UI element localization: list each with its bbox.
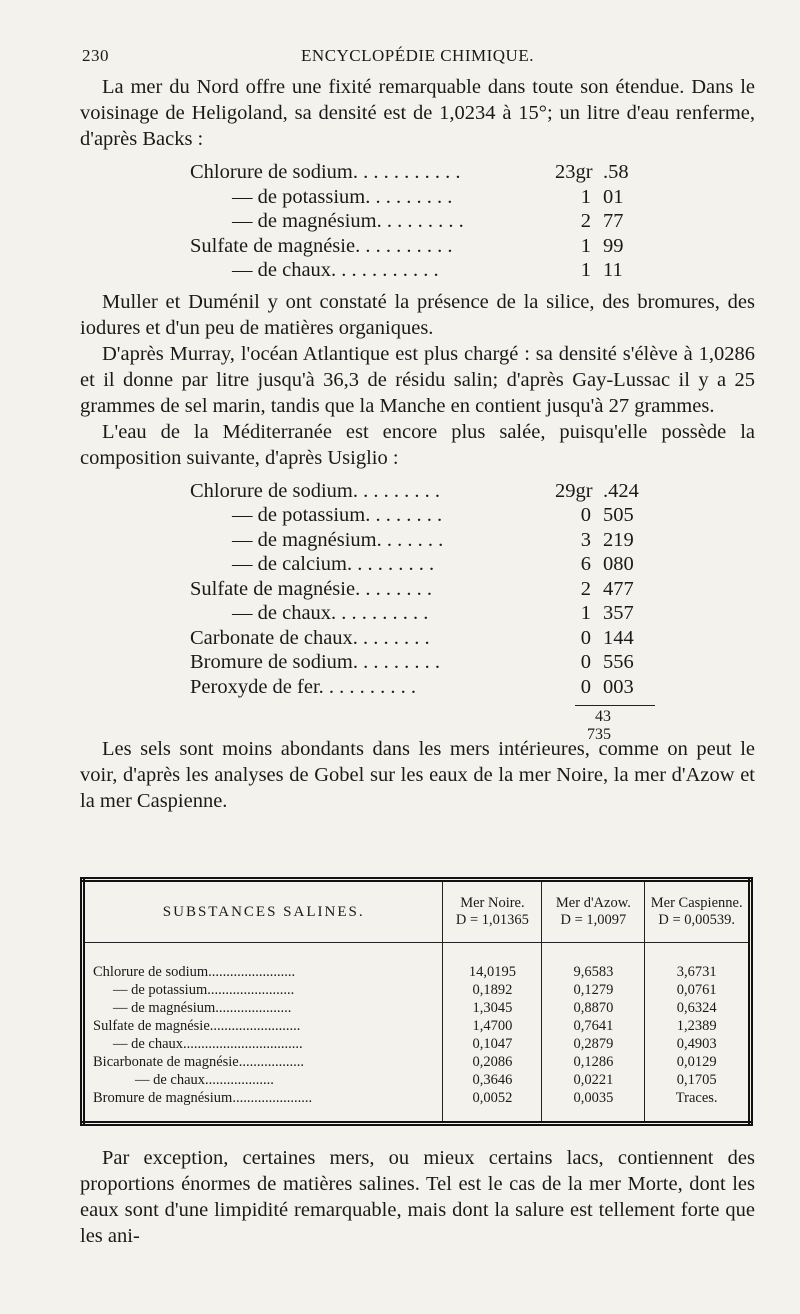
composition-value [555, 528, 655, 553]
table-cell-value: 0,1286 [542, 1053, 645, 1071]
composition-name: — de potassium. . . . . . . . [232, 504, 443, 526]
mer-azow-density: D = 1,0097 [560, 912, 627, 928]
table-cell-value: 0,0052 [443, 1089, 542, 1124]
composition-name: — de chaux. . . . . . . . . . . [232, 259, 439, 281]
composition-row [80, 601, 755, 626]
table-row [83, 999, 751, 1017]
table-cell-value: 1,4700 [443, 1017, 542, 1035]
page-number: 230 [82, 46, 109, 65]
value-dec: .58 [603, 161, 629, 183]
usiglio-composition-list [80, 479, 755, 700]
composition-row [80, 528, 755, 553]
composition-value [555, 626, 655, 651]
table-row [83, 1035, 751, 1053]
value-int: 0 [580, 675, 591, 698]
value-int: 1 [580, 234, 591, 257]
composition-row [80, 626, 755, 651]
col-header-mer-caspienne [645, 880, 751, 943]
composition-name: — de chaux. . . . . . . . . . [232, 602, 429, 624]
paragraph-muller: Muller et Duménil y ont constaté la présence de la silice, des bromures, des iodures et d'un peu de matières organiques. [80, 290, 755, 339]
composition-name: — de magnésium. . . . . . . . . [232, 210, 464, 232]
value-int: 2 [580, 577, 591, 600]
composition-value [555, 552, 655, 577]
value-dec: 11 [603, 259, 623, 281]
table-cell-value: 0,3646 [443, 1071, 542, 1089]
table-cell-value: 0,1279 [542, 981, 645, 999]
value-int: 1 [580, 185, 591, 208]
mer-noire-density: D = 1,01365 [455, 912, 529, 928]
paragraph-dead-sea: Par exception, certaines mers, ou mieux certains lacs, contiennent des proportions énormes de matières salines. Tel est le cas de la mer Morte, dont les eaux sont d'une limpidité remarquable, mais dont la salure est tellement forte que les ani- [80, 1147, 755, 1247]
table-cell-value: 0,2086 [443, 1053, 542, 1071]
composition-value [555, 650, 655, 675]
table-cell-value: 0,4903 [645, 1035, 751, 1053]
backs-composition-list [80, 160, 755, 283]
mer-caspienne-density: D = 0,00539. [658, 912, 735, 928]
table-cell-value: 0,7641 [542, 1017, 645, 1035]
col-header-substances: SUBSTANCES SALINES. [83, 880, 443, 943]
composition-row [80, 234, 755, 259]
table-cell-value: 0,0221 [542, 1071, 645, 1089]
mer-caspienne-label: Mer Caspienne. [650, 895, 743, 911]
value-dec: .424 [603, 479, 639, 502]
value-dec: 003 [603, 675, 634, 698]
mer-noire-label: Mer Noire. [460, 895, 525, 911]
table-cell-substance: — de potassium........................ [83, 981, 443, 999]
table-header-row [83, 880, 751, 943]
table-cell-value: 0,1705 [645, 1071, 751, 1089]
col-header-mer-noire [443, 880, 542, 943]
value-int: 3 [580, 528, 591, 551]
table-cell-value: 14,0195 [443, 943, 542, 982]
composition-row [80, 209, 755, 234]
composition-value [555, 675, 655, 700]
composition-row [80, 675, 755, 700]
composition-value [555, 160, 655, 185]
value-int: 23gr [555, 161, 593, 183]
table-cell-value: 3,6731 [645, 943, 751, 982]
composition-name: — de potassium. . . . . . . . . [232, 185, 453, 208]
composition-value [555, 479, 655, 504]
value-int: 6 [580, 553, 591, 575]
composition-name: — de magnésium. . . . . . . [232, 528, 444, 551]
composition-value [555, 503, 655, 528]
value-dec: 477 [603, 577, 634, 600]
value-int: 2 [580, 210, 591, 232]
composition-name: Bromure de sodium. . . . . . . . . [190, 651, 440, 673]
table-row [83, 981, 751, 999]
value-dec: 77 [603, 210, 624, 232]
value-dec: 144 [603, 626, 634, 649]
composition-name: Carbonate de chaux. . . . . . . . [190, 626, 430, 649]
usiglio-total-int: 43 [595, 708, 611, 725]
table-row [83, 943, 751, 982]
table-row [83, 1017, 751, 1035]
composition-value [555, 234, 655, 259]
running-header [80, 40, 755, 68]
table-cell-substance: — de magnésium..................... [83, 999, 443, 1017]
composition-name: Sulfate de magnésie. . . . . . . . [190, 577, 432, 600]
table-cell-value: 1,3045 [443, 999, 542, 1017]
composition-name: Chlorure de sodium. . . . . . . . . [190, 479, 440, 502]
paragraph-north-sea: La mer du Nord offre une fixité remarquable dans toute son étendue. Dans le voisinage de Heligoland, sa densité est de 1,0234 à 15°; un litre d'eau renferme, d'après Backs : [80, 76, 755, 150]
running-title: ENCYCLOPÉDIE CHIMIQUE. [301, 46, 534, 65]
col-header-mer-azow [542, 880, 645, 943]
value-dec: 219 [603, 528, 634, 551]
table-cell-substance: Bromure de magnésium...................... [83, 1089, 443, 1124]
composition-row [80, 185, 755, 210]
value-dec: 556 [603, 651, 634, 673]
usiglio-total [575, 705, 655, 743]
composition-name: Sulfate de magnésie. . . . . . . . . . [190, 234, 453, 257]
composition-value [555, 601, 655, 626]
composition-value [555, 577, 655, 602]
mer-azow-label: Mer d'Azow. [555, 895, 631, 911]
table-cell-substance: Bicarbonate de magnésie.................. [83, 1053, 443, 1071]
table-cell-substance: — de chaux................... [83, 1071, 443, 1089]
table-cell-substance: — de chaux................................. [83, 1035, 443, 1053]
composition-row [80, 503, 755, 528]
paragraph-interior-seas: Les sels sont moins abondants dans les mers intérieures, comme on peut le voir, d'après les analyses de Gobel sur les eaux de la mer Noire, la mer d'Azow et la mer Caspienne. [80, 738, 755, 812]
composition-value [555, 185, 655, 210]
usiglio-total-dec: 735 [587, 726, 611, 743]
saline-substances-table [80, 877, 753, 1126]
table-cell-value: 9,6583 [542, 943, 645, 982]
value-dec: 080 [603, 553, 634, 575]
value-int: 0 [580, 626, 591, 649]
composition-row [80, 577, 755, 602]
composition-value [555, 258, 655, 283]
value-dec: 505 [603, 504, 634, 526]
table-cell-value: 0,1047 [443, 1035, 542, 1053]
value-int: 0 [580, 504, 591, 526]
value-int: 29gr [555, 479, 593, 502]
composition-row [80, 258, 755, 283]
table-row [83, 1071, 751, 1089]
table-cell-value: 0,1892 [443, 981, 542, 999]
value-int: 1 [580, 259, 591, 281]
table-cell-substance: Chlorure de sodium........................ [83, 943, 443, 982]
table-cell-substance: Sulfate de magnésie......................... [83, 1017, 443, 1035]
table-cell-value: 0,0761 [645, 981, 751, 999]
composition-row [80, 650, 755, 675]
page [80, 40, 755, 1247]
value-dec: 357 [603, 602, 634, 624]
composition-name: Chlorure de sodium. . . . . . . . . . . [190, 161, 461, 183]
composition-row [80, 479, 755, 504]
paragraph-murray: D'après Murray, l'océan Atlantique est plus chargé : sa densité s'élève à 1,0286 et il donne par litre jusqu'à 36,3 de résidu salin; d'après Gay-Lussac il y a 25 grammes de sel marin, tandis que la Manche en contient jusqu'à 27 grammes. [80, 342, 755, 417]
table-cell-value: 0,2879 [542, 1035, 645, 1053]
table-cell-value: 0,0129 [645, 1053, 751, 1071]
composition-name: — de calcium. . . . . . . . . [232, 553, 435, 575]
composition-value [555, 209, 655, 234]
composition-row [80, 160, 755, 185]
table-row [83, 1053, 751, 1071]
value-dec: 01 [603, 185, 624, 208]
table-cell-value: 0,8870 [542, 999, 645, 1017]
table-cell-value: 0,0035 [542, 1089, 645, 1124]
value-int: 1 [580, 602, 591, 624]
value-int: 0 [580, 651, 591, 673]
composition-row [80, 552, 755, 577]
table-body [83, 943, 751, 1124]
table-cell-value: 1,2389 [645, 1017, 751, 1035]
table-cell-value: 0,6324 [645, 999, 751, 1017]
table-row [83, 1089, 751, 1124]
table-cell-value: Traces. [645, 1089, 751, 1124]
value-dec: 99 [603, 234, 624, 257]
paragraph-mediterranean: L'eau de la Méditerranée est encore plus salée, puisqu'elle possède la composition suivante, d'après Usiglio : [80, 420, 755, 469]
composition-name: Peroxyde de fer. . . . . . . . . . [190, 675, 417, 698]
